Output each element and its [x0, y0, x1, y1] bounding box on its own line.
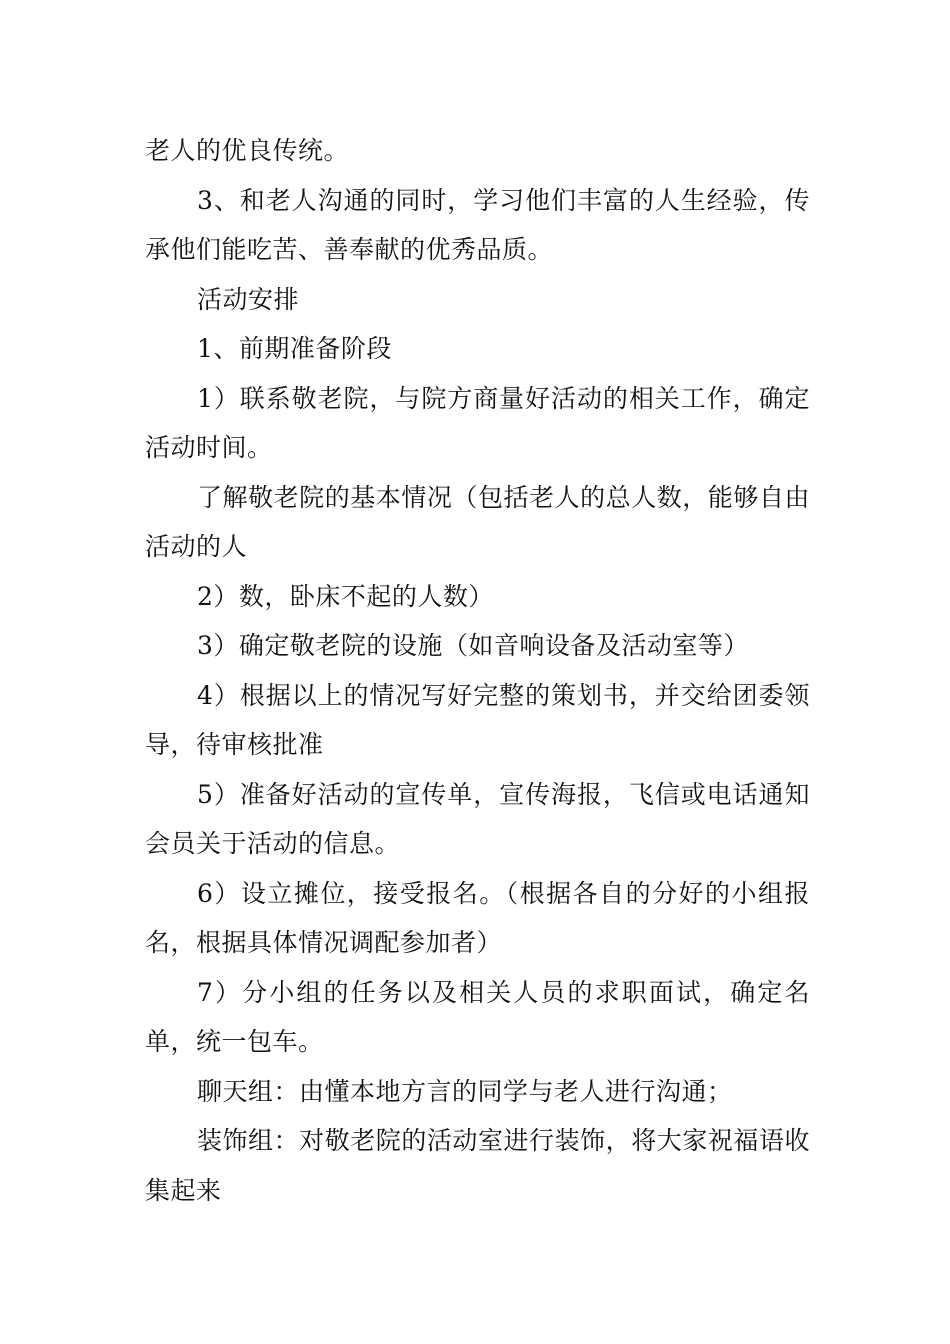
section-heading-activity-arrangement: 活动安排 [197, 284, 300, 314]
paragraph-chat-group: 聊天组：由懂本地方言的同学与老人进行沟通； [197, 1076, 733, 1106]
paragraph-decoration-group: 装饰组：对敬老院的活动室进行装饰，将大家祝福语收集起来 [145, 1126, 810, 1205]
paragraph-item-3: 3、和老人沟通的同时，学习他们丰富的人生经验，传承他们能吃苦、善奉献的优秀品质。 [145, 185, 810, 264]
paragraph-step-1: 1）联系敬老院，与院方商量好活动的相关工作，确定活动时间。 [145, 383, 810, 462]
paragraph-step-6: 6）设立摊位，接受报名。（根据各自的分好的小组报名，根据具体情况调配参加者） [145, 878, 810, 957]
paragraph-step-5: 5）准备好活动的宣传单，宣传海报，飞信或电话通知会员关于活动的信息。 [145, 779, 810, 858]
paragraph-step-2: 2）数，卧床不起的人数） [197, 581, 494, 611]
paragraph-understand-basics: 了解敬老院的基本情况（包括老人的总人数，能够自由活动的人 [145, 482, 810, 561]
paragraph-step-4: 4）根据以上的情况写好完整的策划书，并交给团委领导，待审核批准 [145, 680, 810, 759]
document-body [145, 126, 810, 1215]
paragraph-step-3: 3）确定敬老院的设施（如音响设备及活动室等） [197, 631, 749, 660]
subsection-heading-preparation: 1、前期准备阶段 [197, 334, 392, 363]
paragraph-continuation: 老人的优良传统。 [145, 136, 350, 165]
paragraph-step-7: 7）分小组的任务以及相关人员的求职面试，确定名单，统一包车。 [145, 977, 810, 1056]
